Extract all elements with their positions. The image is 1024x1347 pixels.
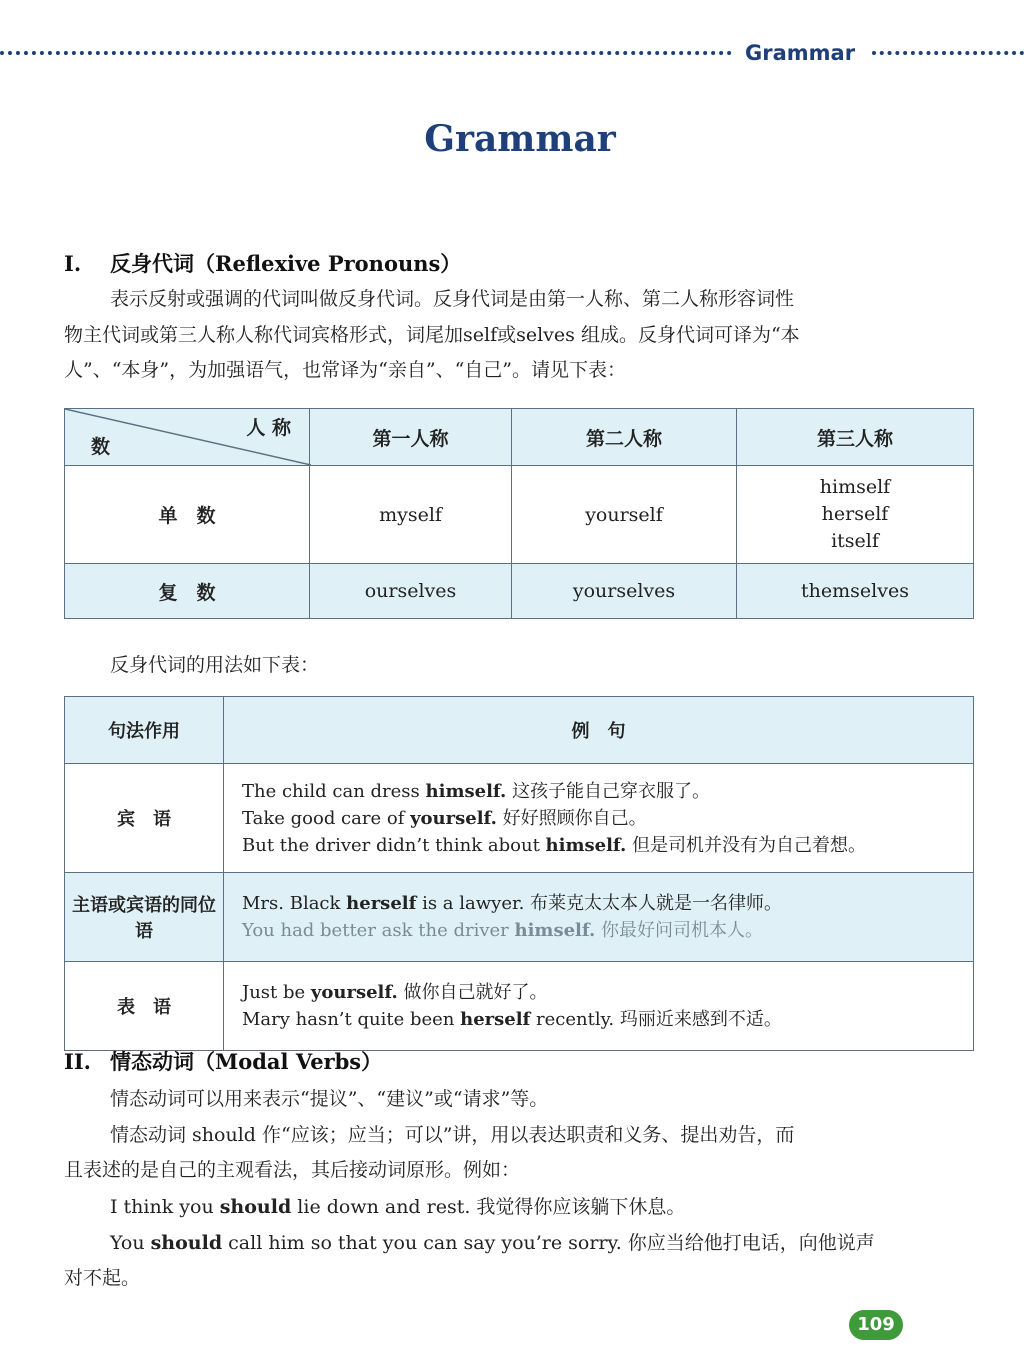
example-sentence bbox=[242, 979, 955, 1006]
example-translation: 好好照顾你自己。 bbox=[496, 807, 647, 829]
example-sentence bbox=[242, 778, 955, 805]
table-row-plural bbox=[65, 564, 974, 619]
example-translation: call him so that you can say you’re sorry. 你应当给他打电话，向他说声 bbox=[222, 1232, 875, 1254]
example-text: Mary hasn’t quite been bbox=[242, 1009, 461, 1030]
example-text: Mrs. Black bbox=[242, 893, 347, 914]
section-2-paragraph-2-line-2: 且表述的是自己的主观看法，其后接动词原形。例如： bbox=[64, 1159, 521, 1181]
example-pronoun: himself. bbox=[425, 780, 507, 802]
row-label-plural: 复 数 bbox=[65, 564, 310, 619]
example-pronoun: herself bbox=[460, 1009, 531, 1030]
example-text: I think you bbox=[110, 1196, 220, 1218]
section-1-intro-line-3: 人”、“本身”，为加强语气，也常译为“亲自”、“自己”。请见下表： bbox=[64, 359, 626, 381]
section-2-example-2 bbox=[110, 1228, 875, 1255]
section-2-number: II. bbox=[64, 1049, 91, 1074]
section-2-paragraph-1: 情态动词可以用来表示“提议”、“建议”或“请求”等。 bbox=[110, 1088, 549, 1110]
examples-object bbox=[224, 764, 974, 873]
section-2-heading bbox=[64, 1046, 382, 1076]
section-1-heading bbox=[64, 248, 461, 278]
reflexive-usage-table bbox=[64, 696, 974, 1051]
dotted-rule-right bbox=[872, 51, 1024, 55]
examples-appositive bbox=[224, 873, 974, 962]
example-text: The child can dress bbox=[242, 780, 426, 802]
cell-herself: herself bbox=[821, 503, 889, 525]
example-sentence bbox=[242, 1006, 955, 1033]
column-header-syntactic-role: 句法作用 bbox=[65, 697, 224, 764]
column-header-examples: 例 句 bbox=[224, 697, 974, 764]
example-modal: should bbox=[219, 1196, 292, 1218]
cell-themselves: themselves bbox=[736, 564, 973, 619]
example-translation: 你最好问司机本人。 bbox=[595, 920, 763, 941]
example-translation: recently. 玛丽近来感到不适。 bbox=[530, 1009, 782, 1030]
corner-label-person: 人 称 bbox=[246, 417, 291, 439]
section-2-example-2-continued: 对不起。 bbox=[64, 1267, 141, 1289]
example-translation: 做你自己就好了。 bbox=[397, 982, 548, 1003]
example-pronoun: himself. bbox=[514, 920, 596, 941]
role-object: 宾 语 bbox=[65, 764, 224, 873]
example-modal: should bbox=[150, 1232, 223, 1254]
section-2-paragraph-2-line-1: 情态动词 should 作“应该；应当；可以”讲，用以表达职责和义务、提出劝告，而 bbox=[110, 1124, 795, 1146]
example-text: You had better ask the driver bbox=[242, 920, 515, 941]
cell-himself: himself bbox=[819, 476, 891, 498]
column-header-third-person: 第三人称 bbox=[736, 409, 973, 466]
section-1-title: 反身代词（Reflexive Pronouns） bbox=[110, 251, 462, 276]
example-pronoun: herself bbox=[346, 893, 417, 914]
role-appositive: 主语或宾语的同位语 bbox=[65, 873, 224, 962]
example-sentence bbox=[242, 805, 955, 832]
table-row-singular bbox=[65, 466, 974, 564]
section-1-number: I. bbox=[64, 251, 82, 276]
usage-row-predicative bbox=[65, 962, 974, 1051]
example-translation: 但是司机并没有为自己着想。 bbox=[626, 834, 867, 856]
cell-third-singular bbox=[736, 466, 973, 564]
example-translation: is a lawyer. 布莱克太太本人就是一名律师。 bbox=[416, 893, 783, 914]
section-2-example-1 bbox=[110, 1192, 685, 1219]
cell-yourselves: yourselves bbox=[512, 564, 737, 619]
section-2-title: 情态动词（Modal Verbs） bbox=[110, 1049, 383, 1074]
example-pronoun: yourself. bbox=[410, 807, 497, 829]
usage-row-appositive bbox=[65, 873, 974, 962]
role-predicative: 表 语 bbox=[65, 962, 224, 1051]
running-header bbox=[0, 38, 1024, 68]
usage-intro: 反身代词的用法如下表： bbox=[110, 654, 320, 676]
example-text: Take good care of bbox=[242, 807, 411, 829]
example-text: Just be bbox=[242, 982, 311, 1003]
dotted-rule-left bbox=[0, 51, 732, 55]
example-pronoun: yourself. bbox=[310, 982, 398, 1003]
column-header-first-person: 第一人称 bbox=[310, 409, 512, 466]
cell-yourself: yourself bbox=[512, 466, 737, 564]
row-label-singular: 单 数 bbox=[65, 466, 310, 564]
cell-itself: itself bbox=[831, 530, 879, 552]
table-corner-cell bbox=[65, 409, 310, 466]
example-text: But the driver didn’t think about bbox=[242, 834, 546, 856]
example-sentence bbox=[242, 917, 955, 944]
example-translation: lie down and rest. 我觉得你应该躺下休息。 bbox=[291, 1196, 686, 1218]
example-pronoun: himself. bbox=[545, 834, 627, 856]
example-text: You bbox=[110, 1232, 151, 1254]
examples-predicative bbox=[224, 962, 974, 1051]
column-header-second-person: 第二人称 bbox=[512, 409, 737, 466]
section-1-intro-line-1: 表示反射或强调的代词叫做反身代词。反身代词是由第一人称、第二人称形容词性 bbox=[110, 288, 795, 310]
page-title: Grammar bbox=[424, 118, 616, 160]
example-translation: 这孩子能自己穿衣服了。 bbox=[506, 780, 711, 802]
usage-row-object bbox=[65, 764, 974, 873]
page-number-badge: 109 bbox=[849, 1310, 903, 1340]
cell-ourselves: ourselves bbox=[310, 564, 512, 619]
table-header-row bbox=[65, 409, 974, 466]
example-sentence bbox=[242, 832, 955, 859]
section-1-intro-line-2: 物主代词或第三人称人称代词宾格形式，词尾加self或selves 组成。反身代词可译为“本 bbox=[64, 324, 800, 346]
corner-label-number: 数 bbox=[91, 436, 111, 458]
usage-table-header-row bbox=[65, 697, 974, 764]
cell-myself: myself bbox=[310, 466, 512, 564]
reflexive-pronoun-table bbox=[64, 408, 974, 619]
running-title: Grammar bbox=[745, 41, 856, 65]
example-sentence bbox=[242, 890, 955, 917]
